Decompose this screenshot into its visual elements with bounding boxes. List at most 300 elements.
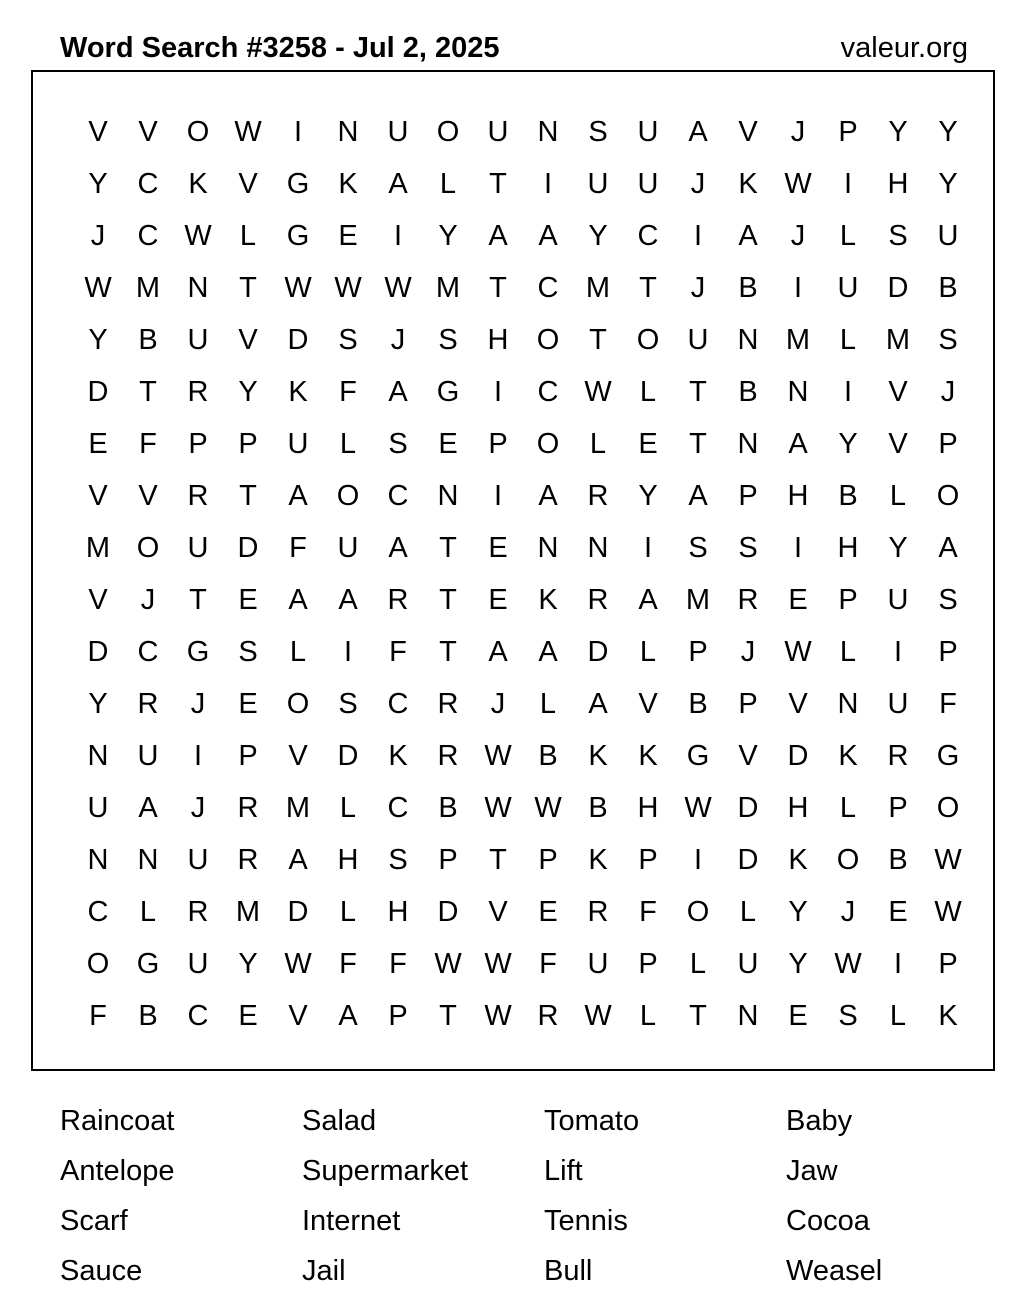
grid-cell[interactable]: E bbox=[888, 895, 908, 928]
grid-cell[interactable]: P bbox=[938, 635, 958, 668]
grid-cell[interactable]: V bbox=[88, 583, 108, 616]
grid-cell[interactable]: C bbox=[187, 999, 209, 1032]
grid-cell[interactable]: L bbox=[839, 323, 857, 356]
grid-cell[interactable]: S bbox=[238, 635, 258, 668]
grid-cell[interactable]: E bbox=[338, 219, 358, 252]
grid-cell[interactable]: L bbox=[339, 791, 357, 824]
grid-cell[interactable]: W bbox=[934, 843, 962, 876]
grid-cell[interactable]: A bbox=[688, 115, 708, 148]
grid-cell[interactable]: T bbox=[239, 479, 257, 512]
grid-cell[interactable]: K bbox=[188, 167, 208, 200]
grid-cell[interactable]: M bbox=[135, 271, 161, 304]
grid-cell[interactable]: P bbox=[388, 999, 408, 1032]
grid-cell[interactable]: R bbox=[737, 583, 759, 616]
grid-cell[interactable]: I bbox=[843, 375, 853, 408]
grid-cell[interactable]: J bbox=[740, 635, 756, 668]
grid-cell[interactable]: D bbox=[737, 791, 759, 824]
grid-cell[interactable]: T bbox=[439, 999, 457, 1032]
grid-cell[interactable]: G bbox=[286, 167, 310, 200]
grid-cell[interactable]: A bbox=[738, 219, 758, 252]
grid-cell[interactable]: M bbox=[285, 791, 311, 824]
grid-cell[interactable]: R bbox=[437, 739, 459, 772]
grid-cell[interactable]: S bbox=[738, 531, 758, 564]
grid-cell[interactable]: L bbox=[889, 479, 907, 512]
grid-cell[interactable]: L bbox=[139, 895, 157, 928]
grid-cell[interactable]: S bbox=[338, 323, 358, 356]
grid-cell[interactable]: L bbox=[839, 219, 857, 252]
grid-cell[interactable]: R bbox=[187, 375, 209, 408]
grid-cell[interactable]: U bbox=[637, 115, 659, 148]
grid-cell[interactable]: V bbox=[888, 427, 908, 460]
grid-cell[interactable]: A bbox=[288, 479, 308, 512]
grid-cell[interactable]: H bbox=[637, 791, 659, 824]
grid-cell[interactable]: A bbox=[388, 167, 408, 200]
grid-cell[interactable]: I bbox=[393, 219, 403, 252]
grid-cell[interactable]: U bbox=[887, 583, 909, 616]
grid-cell[interactable]: W bbox=[484, 739, 512, 772]
grid-cell[interactable]: E bbox=[488, 531, 508, 564]
grid-cell[interactable]: B bbox=[438, 791, 458, 824]
grid-cell[interactable]: T bbox=[489, 167, 507, 200]
grid-cell[interactable]: P bbox=[688, 635, 708, 668]
grid-cell[interactable]: A bbox=[338, 999, 358, 1032]
grid-cell[interactable]: G bbox=[136, 947, 160, 980]
grid-cell[interactable]: P bbox=[638, 947, 658, 980]
grid-cell[interactable]: S bbox=[438, 323, 458, 356]
grid-cell[interactable]: C bbox=[387, 479, 409, 512]
grid-cell[interactable]: W bbox=[384, 271, 412, 304]
grid-cell[interactable]: H bbox=[887, 167, 909, 200]
grid-cell[interactable]: H bbox=[387, 895, 409, 928]
grid-cell[interactable]: U bbox=[187, 531, 209, 564]
grid-cell[interactable]: N bbox=[537, 531, 559, 564]
grid-cell[interactable]: F bbox=[89, 999, 107, 1032]
grid-cell[interactable]: N bbox=[87, 739, 109, 772]
grid-cell[interactable]: B bbox=[538, 739, 558, 772]
grid-cell[interactable]: L bbox=[589, 427, 607, 460]
grid-cell[interactable]: P bbox=[438, 843, 458, 876]
grid-cell[interactable]: W bbox=[334, 271, 362, 304]
grid-cell[interactable]: Y bbox=[238, 375, 258, 408]
grid-cell[interactable]: J bbox=[90, 219, 106, 252]
grid-cell[interactable]: E bbox=[238, 999, 258, 1032]
grid-cell[interactable]: A bbox=[688, 479, 708, 512]
grid-cell[interactable]: D bbox=[87, 375, 109, 408]
grid-cell[interactable]: G bbox=[286, 219, 310, 252]
grid-cell[interactable]: P bbox=[838, 583, 858, 616]
grid-cell[interactable]: A bbox=[338, 583, 358, 616]
grid-cell[interactable]: W bbox=[484, 791, 512, 824]
grid-cell[interactable]: P bbox=[888, 791, 908, 824]
grid-cell[interactable]: H bbox=[837, 531, 859, 564]
grid-cell[interactable]: D bbox=[737, 843, 759, 876]
grid-cell[interactable]: U bbox=[737, 947, 759, 980]
grid-cell[interactable]: N bbox=[737, 323, 759, 356]
grid-cell[interactable]: N bbox=[537, 115, 559, 148]
grid-cell[interactable]: P bbox=[538, 843, 558, 876]
grid-cell[interactable]: M bbox=[85, 531, 111, 564]
grid-cell[interactable]: N bbox=[137, 843, 159, 876]
grid-cell[interactable]: N bbox=[737, 999, 759, 1032]
grid-cell[interactable]: Y bbox=[588, 219, 608, 252]
grid-cell[interactable]: N bbox=[787, 375, 809, 408]
grid-cell[interactable]: I bbox=[693, 219, 703, 252]
grid-cell[interactable]: W bbox=[284, 947, 312, 980]
grid-cell[interactable]: V bbox=[88, 115, 108, 148]
grid-cell[interactable]: R bbox=[587, 479, 609, 512]
grid-cell[interactable]: J bbox=[390, 323, 406, 356]
grid-cell[interactable]: T bbox=[689, 427, 707, 460]
grid-cell[interactable]: V bbox=[638, 687, 658, 720]
grid-cell[interactable]: I bbox=[193, 739, 203, 772]
grid-cell[interactable]: R bbox=[237, 843, 259, 876]
grid-cell[interactable]: B bbox=[938, 271, 958, 304]
grid-cell[interactable]: O bbox=[286, 687, 310, 720]
grid-cell[interactable]: W bbox=[234, 115, 262, 148]
grid-cell[interactable]: I bbox=[793, 531, 803, 564]
grid-cell[interactable]: L bbox=[639, 375, 657, 408]
grid-cell[interactable]: U bbox=[837, 271, 859, 304]
grid-cell[interactable]: L bbox=[339, 427, 357, 460]
grid-cell[interactable]: W bbox=[184, 219, 212, 252]
grid-cell[interactable]: G bbox=[936, 739, 960, 772]
grid-cell[interactable]: I bbox=[493, 375, 503, 408]
grid-cell[interactable]: F bbox=[139, 427, 157, 460]
grid-cell[interactable]: F bbox=[339, 375, 357, 408]
grid-cell[interactable]: B bbox=[688, 687, 708, 720]
grid-cell[interactable]: L bbox=[689, 947, 707, 980]
grid-cell[interactable]: L bbox=[289, 635, 307, 668]
grid-cell[interactable]: E bbox=[788, 999, 808, 1032]
grid-cell[interactable]: O bbox=[186, 115, 210, 148]
grid-cell[interactable]: P bbox=[238, 739, 258, 772]
grid-cell[interactable]: A bbox=[288, 843, 308, 876]
grid-cell[interactable]: I bbox=[493, 479, 503, 512]
grid-cell[interactable]: B bbox=[738, 375, 758, 408]
grid-cell[interactable]: W bbox=[934, 895, 962, 928]
grid-cell[interactable]: L bbox=[539, 687, 557, 720]
grid-cell[interactable]: T bbox=[639, 271, 657, 304]
grid-cell[interactable]: L bbox=[439, 167, 457, 200]
grid-cell[interactable]: V bbox=[738, 739, 758, 772]
grid-cell[interactable]: H bbox=[337, 843, 359, 876]
grid-cell[interactable]: E bbox=[538, 895, 558, 928]
grid-cell[interactable]: O bbox=[536, 427, 560, 460]
grid-cell[interactable]: U bbox=[637, 167, 659, 200]
grid-cell[interactable]: D bbox=[287, 895, 309, 928]
grid-cell[interactable]: E bbox=[238, 583, 258, 616]
grid-cell[interactable]: K bbox=[538, 583, 558, 616]
grid-cell[interactable]: U bbox=[487, 115, 509, 148]
grid-cell[interactable]: L bbox=[639, 999, 657, 1032]
grid-cell[interactable]: A bbox=[138, 791, 158, 824]
grid-cell[interactable]: L bbox=[839, 791, 857, 824]
grid-cell[interactable]: U bbox=[287, 427, 309, 460]
grid-cell[interactable]: S bbox=[338, 687, 358, 720]
grid-cell[interactable]: D bbox=[787, 739, 809, 772]
grid-cell[interactable]: R bbox=[587, 895, 609, 928]
grid-cell[interactable]: S bbox=[838, 999, 858, 1032]
grid-cell[interactable]: L bbox=[839, 635, 857, 668]
grid-cell[interactable]: W bbox=[484, 947, 512, 980]
grid-cell[interactable]: I bbox=[693, 843, 703, 876]
grid-cell[interactable]: T bbox=[489, 271, 507, 304]
grid-cell[interactable]: M bbox=[885, 323, 911, 356]
grid-cell[interactable]: V bbox=[288, 999, 308, 1032]
grid-cell[interactable]: I bbox=[643, 531, 653, 564]
grid-cell[interactable]: F bbox=[389, 635, 407, 668]
grid-cell[interactable]: D bbox=[337, 739, 359, 772]
grid-cell[interactable]: I bbox=[843, 167, 853, 200]
grid-cell[interactable]: U bbox=[587, 167, 609, 200]
grid-cell[interactable]: T bbox=[689, 375, 707, 408]
grid-cell[interactable]: I bbox=[343, 635, 353, 668]
grid-cell[interactable]: N bbox=[737, 427, 759, 460]
grid-cell[interactable]: K bbox=[588, 843, 608, 876]
grid-cell[interactable]: J bbox=[490, 687, 506, 720]
grid-cell[interactable]: P bbox=[488, 427, 508, 460]
grid-cell[interactable]: L bbox=[239, 219, 257, 252]
grid-cell[interactable]: Y bbox=[788, 895, 808, 928]
grid-cell[interactable]: U bbox=[187, 947, 209, 980]
grid-cell[interactable]: U bbox=[937, 219, 959, 252]
grid-cell[interactable]: R bbox=[137, 687, 159, 720]
grid-cell[interactable]: O bbox=[936, 791, 960, 824]
grid-cell[interactable]: E bbox=[88, 427, 108, 460]
grid-cell[interactable]: T bbox=[439, 583, 457, 616]
grid-cell[interactable]: V bbox=[788, 687, 808, 720]
grid-cell[interactable]: A bbox=[388, 375, 408, 408]
grid-cell[interactable]: Y bbox=[938, 115, 958, 148]
grid-cell[interactable]: R bbox=[187, 895, 209, 928]
grid-cell[interactable]: K bbox=[788, 843, 808, 876]
grid-cell[interactable]: J bbox=[840, 895, 856, 928]
grid-cell[interactable]: A bbox=[938, 531, 958, 564]
grid-cell[interactable]: G bbox=[186, 635, 210, 668]
grid-cell[interactable]: M bbox=[435, 271, 461, 304]
grid-cell[interactable]: T bbox=[589, 323, 607, 356]
grid-cell[interactable]: R bbox=[187, 479, 209, 512]
grid-cell[interactable]: J bbox=[140, 583, 156, 616]
grid-cell[interactable]: A bbox=[588, 687, 608, 720]
grid-cell[interactable]: M bbox=[785, 323, 811, 356]
grid-cell[interactable]: Y bbox=[438, 219, 458, 252]
grid-cell[interactable]: A bbox=[538, 219, 558, 252]
grid-cell[interactable]: K bbox=[638, 739, 658, 772]
grid-cell[interactable]: U bbox=[87, 791, 109, 824]
grid-cell[interactable]: C bbox=[137, 635, 159, 668]
grid-cell[interactable]: I bbox=[893, 635, 903, 668]
grid-cell[interactable]: I bbox=[293, 115, 303, 148]
grid-cell[interactable]: S bbox=[388, 427, 408, 460]
grid-cell[interactable]: E bbox=[788, 583, 808, 616]
grid-cell[interactable]: A bbox=[388, 531, 408, 564]
grid-cell[interactable]: U bbox=[887, 687, 909, 720]
grid-cell[interactable]: V bbox=[88, 479, 108, 512]
grid-cell[interactable]: Y bbox=[88, 323, 108, 356]
grid-cell[interactable]: S bbox=[388, 843, 408, 876]
grid-cell[interactable]: W bbox=[584, 375, 612, 408]
grid-cell[interactable]: R bbox=[537, 999, 559, 1032]
grid-cell[interactable]: W bbox=[84, 271, 112, 304]
grid-cell[interactable]: K bbox=[738, 167, 758, 200]
grid-cell[interactable]: W bbox=[834, 947, 862, 980]
grid-cell[interactable]: A bbox=[288, 583, 308, 616]
grid-cell[interactable]: Y bbox=[838, 427, 858, 460]
grid-cell[interactable]: U bbox=[687, 323, 709, 356]
grid-cell[interactable]: D bbox=[87, 635, 109, 668]
grid-cell[interactable]: A bbox=[488, 219, 508, 252]
grid-cell[interactable]: J bbox=[190, 687, 206, 720]
grid-cell[interactable]: M bbox=[685, 583, 711, 616]
grid-cell[interactable]: E bbox=[438, 427, 458, 460]
grid-cell[interactable]: L bbox=[339, 895, 357, 928]
grid-cell[interactable]: V bbox=[138, 479, 158, 512]
grid-cell[interactable]: R bbox=[887, 739, 909, 772]
grid-cell[interactable]: C bbox=[137, 167, 159, 200]
grid-cell[interactable]: C bbox=[637, 219, 659, 252]
grid-cell[interactable]: C bbox=[387, 687, 409, 720]
grid-cell[interactable]: J bbox=[790, 219, 806, 252]
grid-cell[interactable]: D bbox=[587, 635, 609, 668]
grid-cell[interactable]: B bbox=[138, 323, 158, 356]
grid-cell[interactable]: V bbox=[288, 739, 308, 772]
grid-cell[interactable]: H bbox=[787, 791, 809, 824]
grid-cell[interactable]: M bbox=[585, 271, 611, 304]
grid-cell[interactable]: P bbox=[938, 947, 958, 980]
grid-cell[interactable]: V bbox=[738, 115, 758, 148]
grid-cell[interactable]: V bbox=[238, 323, 258, 356]
grid-cell[interactable]: S bbox=[588, 115, 608, 148]
grid-cell[interactable]: N bbox=[187, 271, 209, 304]
grid-cell[interactable]: U bbox=[187, 323, 209, 356]
grid-cell[interactable]: A bbox=[538, 479, 558, 512]
grid-cell[interactable]: J bbox=[790, 115, 806, 148]
grid-cell[interactable]: E bbox=[638, 427, 658, 460]
grid-cell[interactable]: C bbox=[87, 895, 109, 928]
grid-cell[interactable]: L bbox=[739, 895, 757, 928]
grid-cell[interactable]: C bbox=[387, 791, 409, 824]
grid-cell[interactable]: T bbox=[139, 375, 157, 408]
grid-cell[interactable]: F bbox=[389, 947, 407, 980]
grid-cell[interactable]: S bbox=[888, 219, 908, 252]
grid-cell[interactable]: R bbox=[387, 583, 409, 616]
grid-cell[interactable]: W bbox=[684, 791, 712, 824]
grid-cell[interactable]: R bbox=[437, 687, 459, 720]
grid-cell[interactable]: W bbox=[784, 635, 812, 668]
grid-cell[interactable]: E bbox=[488, 583, 508, 616]
grid-cell[interactable]: J bbox=[940, 375, 956, 408]
grid-cell[interactable]: D bbox=[237, 531, 259, 564]
grid-cell[interactable]: Y bbox=[238, 947, 258, 980]
grid-cell[interactable]: C bbox=[537, 375, 559, 408]
grid-cell[interactable]: W bbox=[534, 791, 562, 824]
grid-cell[interactable]: H bbox=[787, 479, 809, 512]
grid-cell[interactable]: V bbox=[138, 115, 158, 148]
grid-cell[interactable]: R bbox=[237, 791, 259, 824]
grid-cell[interactable]: J bbox=[690, 271, 706, 304]
grid-cell[interactable]: T bbox=[439, 531, 457, 564]
grid-cell[interactable]: U bbox=[387, 115, 409, 148]
grid-cell[interactable]: Y bbox=[88, 167, 108, 200]
grid-cell[interactable]: O bbox=[436, 115, 460, 148]
grid-cell[interactable]: Y bbox=[888, 115, 908, 148]
grid-cell[interactable]: T bbox=[689, 999, 707, 1032]
grid-cell[interactable]: R bbox=[587, 583, 609, 616]
grid-cell[interactable]: N bbox=[587, 531, 609, 564]
grid-cell[interactable]: K bbox=[938, 999, 958, 1032]
grid-cell[interactable]: B bbox=[738, 271, 758, 304]
grid-cell[interactable]: N bbox=[837, 687, 859, 720]
grid-cell[interactable]: U bbox=[187, 843, 209, 876]
grid-cell[interactable]: O bbox=[636, 323, 660, 356]
grid-cell[interactable]: E bbox=[238, 687, 258, 720]
grid-cell[interactable]: L bbox=[639, 635, 657, 668]
grid-cell[interactable]: W bbox=[784, 167, 812, 200]
grid-cell[interactable]: N bbox=[337, 115, 359, 148]
grid-cell[interactable]: F bbox=[539, 947, 557, 980]
grid-cell[interactable]: I bbox=[543, 167, 553, 200]
grid-cell[interactable]: W bbox=[434, 947, 462, 980]
grid-cell[interactable]: P bbox=[838, 115, 858, 148]
grid-cell[interactable]: F bbox=[939, 687, 957, 720]
grid-cell[interactable]: W bbox=[484, 999, 512, 1032]
grid-cell[interactable]: A bbox=[538, 635, 558, 668]
grid-cell[interactable]: O bbox=[536, 323, 560, 356]
grid-cell[interactable]: P bbox=[188, 427, 208, 460]
grid-cell[interactable]: M bbox=[235, 895, 261, 928]
grid-cell[interactable]: Y bbox=[788, 947, 808, 980]
grid-cell[interactable]: F bbox=[639, 895, 657, 928]
grid-cell[interactable]: F bbox=[339, 947, 357, 980]
grid-cell[interactable]: T bbox=[189, 583, 207, 616]
grid-cell[interactable]: G bbox=[686, 739, 710, 772]
grid-cell[interactable]: P bbox=[638, 843, 658, 876]
grid-cell[interactable]: A bbox=[488, 635, 508, 668]
grid-cell[interactable]: F bbox=[289, 531, 307, 564]
grid-cell[interactable]: O bbox=[336, 479, 360, 512]
grid-cell[interactable]: J bbox=[690, 167, 706, 200]
grid-cell[interactable]: L bbox=[889, 999, 907, 1032]
grid-cell[interactable]: V bbox=[488, 895, 508, 928]
grid-cell[interactable]: U bbox=[137, 739, 159, 772]
grid-cell[interactable]: B bbox=[888, 843, 908, 876]
grid-cell[interactable]: D bbox=[287, 323, 309, 356]
grid-cell[interactable]: K bbox=[288, 375, 308, 408]
grid-cell[interactable]: I bbox=[793, 271, 803, 304]
grid-cell[interactable]: O bbox=[936, 479, 960, 512]
grid-cell[interactable]: K bbox=[388, 739, 408, 772]
grid-cell[interactable]: P bbox=[238, 427, 258, 460]
grid-cell[interactable]: K bbox=[588, 739, 608, 772]
grid-cell[interactable]: O bbox=[136, 531, 160, 564]
grid-cell[interactable]: H bbox=[487, 323, 509, 356]
grid-cell[interactable]: T bbox=[489, 843, 507, 876]
grid-cell[interactable]: K bbox=[838, 739, 858, 772]
grid-cell[interactable]: S bbox=[938, 583, 958, 616]
grid-cell[interactable]: W bbox=[584, 999, 612, 1032]
grid-cell[interactable]: S bbox=[938, 323, 958, 356]
grid-cell[interactable]: D bbox=[437, 895, 459, 928]
grid-cell[interactable]: P bbox=[938, 427, 958, 460]
grid-cell[interactable]: V bbox=[238, 167, 258, 200]
grid-cell[interactable]: C bbox=[137, 219, 159, 252]
grid-cell[interactable]: P bbox=[738, 479, 758, 512]
grid-cell[interactable]: A bbox=[638, 583, 658, 616]
grid-cell[interactable]: Y bbox=[888, 531, 908, 564]
grid-cell[interactable]: O bbox=[686, 895, 710, 928]
grid-cell[interactable]: U bbox=[337, 531, 359, 564]
